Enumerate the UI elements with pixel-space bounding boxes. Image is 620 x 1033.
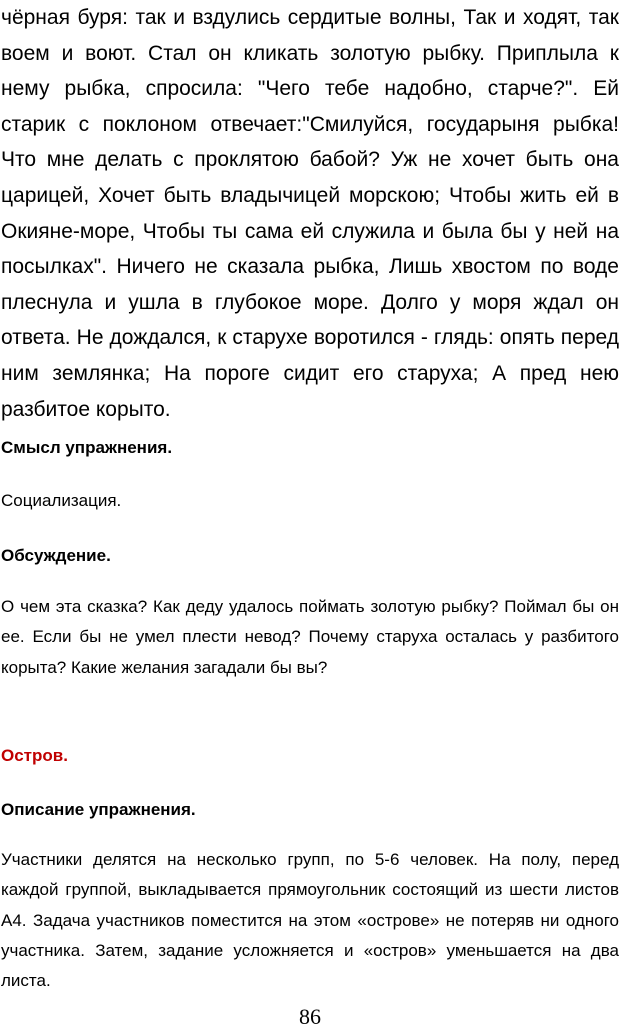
discussion-heading: Обсуждение. — [1, 546, 111, 565]
description-paragraph: Участники делятся на несколько групп, по 5-6 человек. На полу, перед каждой группой, выкладывается прямоугольник состоящий из шести листов А4. Задача участников поместится на этом «острове» не потеряв ни одного участника. Затем, задание усложняется и «остров» уменьшается на два листа. — [1, 850, 619, 991]
story-paragraph: чёрная буря: так и вздулись сердитые волны, Так и ходят, так воем и воют. Стал он кликать золотую рыбку. Приплыла к нему рыбка, спросила: "Чего тебе надобно, старче?". Ей старик с поклоном отвечает:"Смилуйся, государыня рыбка! Что мне делать с проклятою бабой? Уж не хочет быть она царицей, Хочет быть владычицей морскою; Чтобы жить ей в Окияне-море, Чтобы ты сама ей служила и была бы у ней на посылках". Ничего не сказала рыбка, Лишь хвостом по воде плеснула и ушла в глубокое море. Долго у моря ждал он ответа. Не дождался, к старухе воротился - глядь: опять перед ним землянка; На пороге сидит его старуха; А пред нею разбитое корыто. — [1, 6, 619, 421]
meaning-heading: Смысл упражнения. — [1, 438, 173, 457]
discussion-paragraph: О чем эта сказка? Как деду удалось поймать золотую рыбку? Поймал бы он ее. Если бы не умел плести невод? Почему старуха осталась у разбитого корыта? Какие желания загадали бы вы? — [1, 597, 619, 677]
description-heading: Описание упражнения. — [1, 800, 196, 819]
exercise-title: Остров. — [1, 746, 68, 765]
page-number: 86 — [299, 1004, 321, 1029]
meaning-text: Социализация. — [1, 491, 122, 510]
